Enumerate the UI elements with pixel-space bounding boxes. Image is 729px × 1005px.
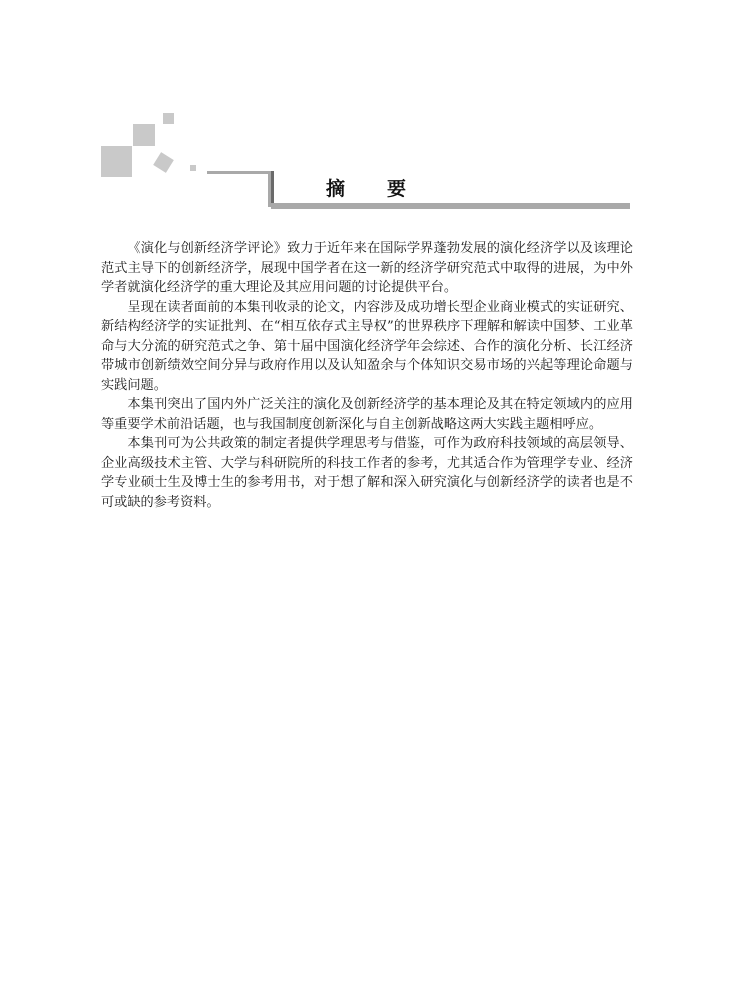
- paragraph: 本集刊突出了国内外广泛关注的演化及创新经济学的基本理论及其在特定领域内的应用等重要学术前沿话题，也与我国制度创新深化与自主创新战略这两大实践主题相呼应。: [101, 397, 633, 432]
- decor-square-tilted: [153, 152, 174, 173]
- heading-rule-bottom: [271, 203, 630, 209]
- paragraph: 本集刊可为公共政策的制定者提供学理思考与借鉴，可作为政府科技领域的高层领导、企业高级技术主管、大学与科研院所的科技工作者的参考，尤其适合作为管理学专业、经济学专业硕士生及博士生的参考用书，对于想了解和深入研究演化与创新经济学的读者也是不可或缺的参考资料。: [101, 436, 633, 510]
- decor-square-tiny: [190, 165, 196, 171]
- decor-square-medium: [133, 124, 155, 146]
- paragraph: 呈现在读者面前的本集刊收录的论文，内容涉及成功增长型企业商业模式的实证研究、新结构经济学的实证批判、在“相互依存式主导权”的世界秩序下理解和解读中国梦、工业革命与大分流的研究范式之争、第十届中国演化经济学年会综述、合作的演化分析、长江经济带城市创新绩效空间分异与政府作用以及认知盈余与个体知识交易市场的兴起等理论命题与实践问题。: [101, 299, 633, 393]
- abstract-body: [101, 239, 633, 512]
- page-title: 摘要: [326, 178, 449, 200]
- heading-rule-left: [207, 171, 271, 174]
- decor-square-small: [163, 113, 174, 124]
- heading-rule-step-shadow: [271, 171, 274, 207]
- header-decoration: [0, 0, 729, 230]
- decor-square-large: [101, 146, 132, 177]
- paragraph: 《演化与创新经济学评论》致力于近年来在国际学界蓬勃发展的演化经济学以及该理论范式主导下的创新经济学，展现中国学者在这一新的经济学研究范式中取得的进展，为中外学者就演化经济学的重大理论及其应用问题的讨论提供平台。: [101, 241, 633, 295]
